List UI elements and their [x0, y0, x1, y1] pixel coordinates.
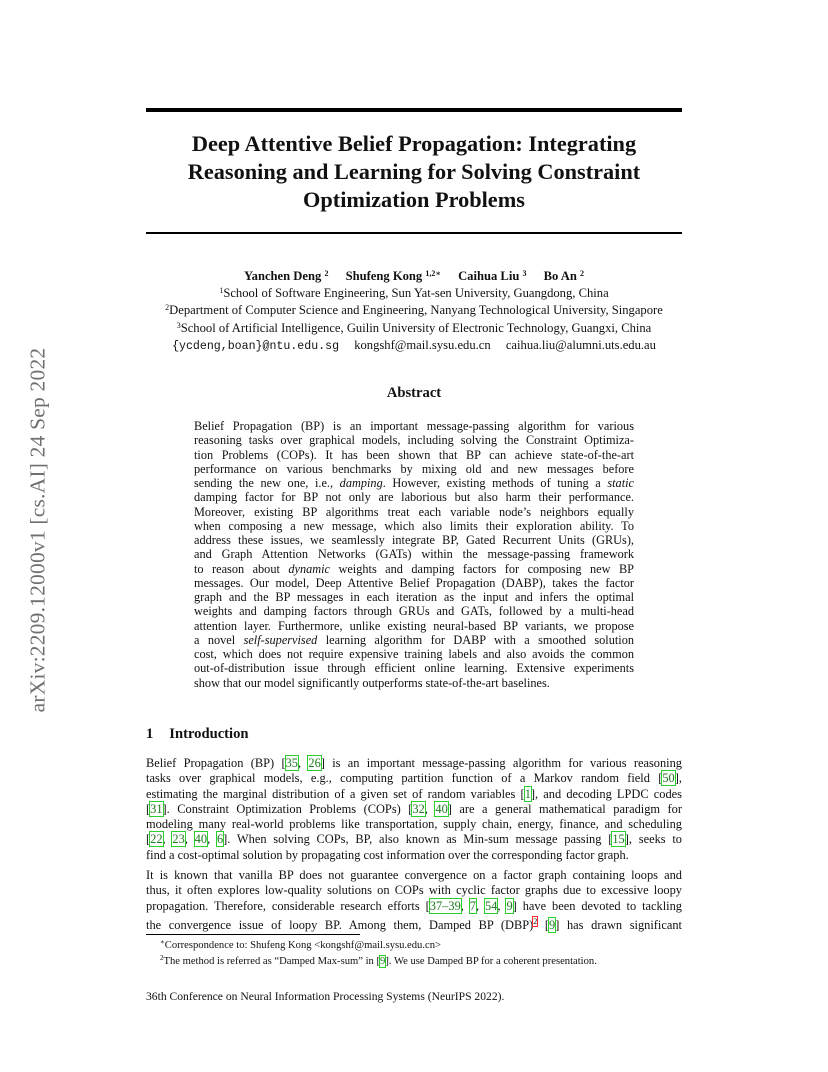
- text-line: cost, which does not require expensive training labels and also avoids the common: [194, 647, 634, 661]
- footnote-rule: [146, 934, 360, 935]
- text-line: find a cost-optimal solution by propagating cost information over the corresponding factor graph.: [146, 847, 629, 862]
- affiliation: [120, 320, 708, 337]
- conference-footer: 36th Conference on Neural Information Processing Systems (NeurIPS 2022).: [146, 990, 505, 1003]
- text-line: to reason about dynamic weights and damping factors for composing new BP: [194, 561, 634, 576]
- citation-link[interactable]: 40: [435, 801, 448, 816]
- intro-paragraph-1: [146, 756, 682, 863]
- author-affiliation-mark: 3: [522, 269, 527, 278]
- abstract-body: [194, 419, 634, 690]
- footnote-text: Correspondence to: Shufeng Kong <kongshf@mail.sysu.edu.cn>: [164, 940, 441, 951]
- abstract-heading: Abstract: [386, 385, 442, 401]
- author-affiliation-mark: 2: [580, 269, 585, 278]
- emphasis-text: static: [607, 476, 635, 490]
- author-name: Shufeng Kong: [345, 269, 423, 283]
- text-line: sending the new one, i.e., damping. However, existing methods of tuning a static: [194, 476, 635, 490]
- citation-link[interactable]: 26: [308, 756, 321, 770]
- author: [544, 269, 584, 283]
- text-line: the convergence issue of loopy BP. Among them, Damped BP (DBP)$^2$ [9] has drawn significant: [146, 916, 683, 933]
- citation-link[interactable]: 31: [150, 801, 163, 816]
- citation-link[interactable]: 54: [485, 898, 498, 913]
- email-address: caihua.liu@alumni.uts.edu.au: [505, 337, 656, 352]
- affiliation-text: School of Artificial Intelligence, Guilin University of Electronic Technology, Guangxi, China: [180, 320, 652, 335]
- footnote-mark: ∗: [160, 938, 165, 946]
- text-line: reasoning tasks over graphical models, including solving the Constraint Optimiza-: [194, 433, 634, 448]
- title-bottom-rule: [146, 232, 682, 234]
- footnote-mark: 2: [160, 954, 164, 962]
- citation-link[interactable]: 35: [285, 756, 298, 770]
- text-line: weights and damping factors through GRUs and GATs, followed by a multi-head: [194, 604, 634, 619]
- text-line: [31]. Constraint Optimization Problems (COPs) [32, 40] are a general mathematical paradigm for: [146, 801, 682, 816]
- text-line: show that our model significantly outperforms state-of-the-art baselines.: [194, 675, 550, 690]
- text-line: attention layer. Furthermore, unlike existing neural-based BP variants, we propose: [194, 618, 634, 633]
- citation-link[interactable]: 22: [150, 832, 163, 847]
- emphasis-text: damping: [339, 476, 383, 490]
- author-affiliation-mark: 1,2∗: [425, 269, 441, 278]
- text-line: when composing a new message, which also limits their exploration ability. To: [194, 518, 634, 533]
- email-address: {ycdeng,boan}@ntu.edu.sg: [172, 339, 340, 353]
- citation-link[interactable]: 50: [662, 771, 675, 786]
- text-line: tion Problems (COPs). It has been shown that BP can achieve state-of-the-art: [194, 447, 634, 462]
- author-emails: [120, 337, 708, 355]
- text-line: modeling many real-world problems like transportation, supply chain, energy, finance, and scheduling: [146, 817, 682, 832]
- citation-link[interactable]: 9: [549, 918, 556, 933]
- footnote: [160, 938, 597, 954]
- text-line: out-of-distribution issue through efficient online learning. Extensive experiments: [194, 661, 634, 676]
- author-affiliation-mark: 2: [324, 269, 329, 278]
- title-line: Optimization Problems: [303, 187, 525, 212]
- intro-paragraph-2: [146, 868, 683, 933]
- text-line: It is known that vanilla BP does not guarantee convergence on a factor graph containing loops and: [146, 868, 682, 882]
- text-line: damping factor for BP not only are laborious but also harm their performance.: [194, 490, 634, 505]
- citation-link[interactable]: 23: [172, 832, 185, 847]
- citation-link[interactable]: 40: [194, 832, 208, 847]
- author-name: Caihua Liu: [458, 269, 520, 283]
- author-name: Bo An: [543, 269, 577, 283]
- citation-link[interactable]: 15: [612, 832, 625, 847]
- citation-link[interactable]: 1: [524, 786, 531, 801]
- citation-link[interactable]: 6: [216, 832, 224, 847]
- author-name: Yanchen Deng: [243, 269, 322, 283]
- text-line: messages. Our model, Deep Attentive Belief Propagation (DABP), takes the factor: [194, 575, 634, 590]
- affiliation-mark: 3: [176, 320, 181, 330]
- text-line: propagation. Therefore, considerable research efforts [37–39, 7, 54, 9] have been devoted to tackling: [146, 898, 682, 913]
- affiliation-mark: 1: [219, 286, 224, 296]
- author: [346, 269, 441, 283]
- section-title: Introduction: [169, 726, 249, 742]
- section-number: 1: [146, 726, 154, 742]
- text-line: estimating the marginal distribution of a given set of random variables [1], and decoding LPDC codes: [146, 786, 682, 801]
- title-line: Deep Attentive Belief Propagation: Integrating: [191, 131, 637, 156]
- emphasis-text: self-supervised: [243, 632, 318, 647]
- arxiv-identifier-text: arXiv:2209.12000v1 [cs.AI] 24 Sep 2022: [25, 347, 50, 713]
- text-line: and Graph Attention Networks (GATs) within the message-passing framework: [194, 547, 634, 562]
- text-line: performance on various benchmarks by mixing old and new messages before: [194, 461, 634, 476]
- citation-link[interactable]: 9: [506, 898, 513, 913]
- affiliation: [120, 302, 708, 319]
- footnote-text: The method is referred as “Damped Max-sum” in [9]. We use Damped BP for a coherent presentation.: [163, 956, 597, 967]
- author: [458, 269, 526, 283]
- author-block: [120, 268, 708, 355]
- text-line: a novel self-supervised learning algorithm for DABP with a smoothed solution: [194, 632, 634, 647]
- email-address: kongshf@mail.sysu.edu.cn: [354, 337, 491, 352]
- author: [244, 269, 328, 283]
- text-line: address these issues, we seamlessly integrate BP, Gated Recurrent Units (GRUs),: [194, 533, 634, 547]
- affiliation: [120, 285, 708, 302]
- text-line: Belief Propagation (BP) [35, 26] is an important message-passing algorithm for various reasoning: [146, 756, 683, 770]
- affiliation-mark: 2: [165, 303, 170, 313]
- affiliation-text: School of Software Engineering, Sun Yat-sen University, Guangdong, China: [223, 286, 609, 301]
- footnote: [160, 954, 597, 970]
- title-line: Reasoning and Learning for Solving Constraint: [187, 159, 641, 184]
- citation-link[interactable]: 9: [380, 956, 386, 967]
- text-line: tasks over graphical models, e.g., computing partition function of a Markov random field [50],: [146, 771, 682, 786]
- text-line: [22, 23, 40, 6]. When solving COPs, BP, also known as Min-sum message passing [15], seeks to: [146, 832, 682, 847]
- title-top-rule: [146, 108, 682, 112]
- paper-title: [146, 130, 682, 214]
- author-names: [120, 268, 708, 285]
- section-heading: [146, 726, 249, 743]
- footnote-link[interactable]: 2: [533, 916, 538, 926]
- text-line: Moreover, existing BP algorithms treat each variable node’s neighbors equally: [194, 504, 634, 519]
- affiliation-text: Department of Computer Science and Engineering, Nanyang Technological University, Singapore: [169, 303, 663, 318]
- text-line: thus, it often explores low-quality solutions on COPs with cyclic factor graphs due to excessive loopy: [146, 883, 682, 898]
- text-line: graph and the BP messages in each iteration as the input and infers the optimal: [194, 590, 634, 604]
- emphasis-text: dynamic: [288, 561, 331, 576]
- citation-link[interactable]: 7: [469, 898, 476, 913]
- citation-link[interactable]: 32: [412, 801, 425, 816]
- text-line: Belief Propagation (BP) is an important message-passing algorithm for various: [194, 419, 634, 433]
- citation-link[interactable]: 37–39: [429, 898, 461, 913]
- footnotes: [160, 938, 597, 970]
- arxiv-identifier: [18, 295, 58, 765]
